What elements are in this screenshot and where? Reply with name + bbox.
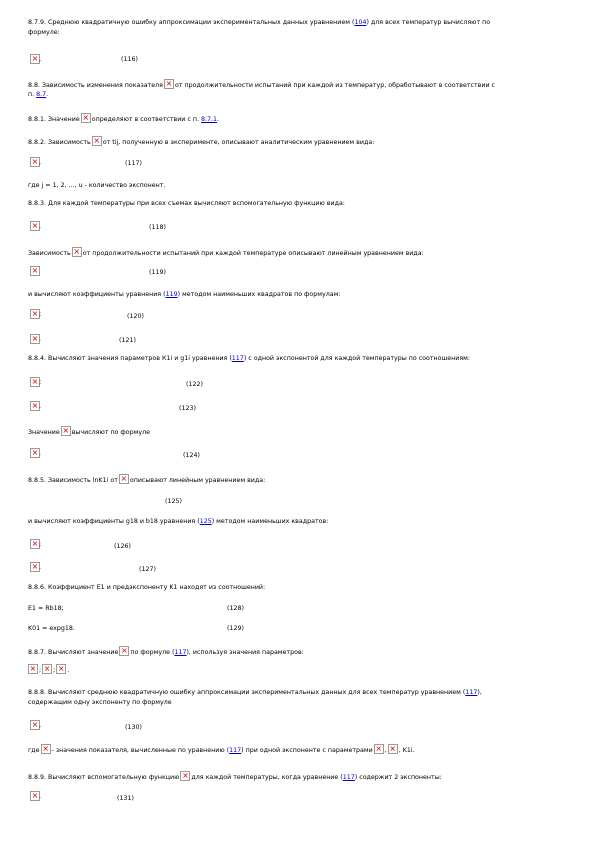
- para-8-7-9-cont: формуле:: [28, 29, 60, 36]
- equation-number: (121): [119, 337, 136, 344]
- formula-punct: .: [39, 403, 42, 410]
- para-8-8-6: 8.8.6. Коэффициент Е1 и предэкспоненту K1 находят из соотношений:: [28, 584, 266, 591]
- para-8-8-5: 8.8.5. Зависимость lnK1i от× описывают линейным уравнением вида:: [28, 474, 265, 485]
- para-8-8-7: 8.8.7. Вычисляют значение× по формуле (117), используя значения параметров:: [28, 646, 304, 657]
- formula-e1: E1 = Rb18;: [28, 605, 64, 612]
- equation-number: (127): [139, 566, 156, 573]
- broken-image-icon: [28, 664, 38, 674]
- formula-punct: ;: [39, 379, 42, 386]
- broken-image-icon: [41, 744, 51, 754]
- broken-image-icon: [61, 426, 71, 436]
- para-where-values: где× - значения показателя, вычисленные по уравнению (117) при одной экспоненте с параметрами× ,× , K1i.: [28, 744, 415, 755]
- ref-117-link[interactable]: 117: [342, 774, 355, 781]
- formula-k01: K01 = expg18.: [28, 625, 75, 632]
- broken-image-icon: [164, 79, 174, 89]
- broken-image-icon: [42, 664, 52, 674]
- ref-8-7-link[interactable]: 8.7: [36, 91, 47, 98]
- broken-image-icon: [119, 646, 129, 656]
- equation-number: (119): [149, 269, 166, 276]
- ref-8-7-1-link[interactable]: 8.7.1: [201, 116, 218, 123]
- broken-image-icon: [119, 474, 129, 484]
- equation-number: (116): [121, 56, 138, 63]
- equation-number: (123): [179, 405, 196, 412]
- para-8-7-9: 8.7.9. Среднюю квадратичную ошибку аппроксимации экспериментальных данных уравнением (104) для всех температур вычисляют по: [28, 19, 491, 26]
- broken-image-icon: [56, 664, 66, 674]
- equation-number: (120): [127, 313, 144, 320]
- ref-117-link[interactable]: 117: [231, 355, 244, 362]
- broken-image-icon: [30, 266, 40, 276]
- broken-image-icon: [388, 744, 398, 754]
- formula-punct: ,: [39, 56, 42, 63]
- para-8-8-1: 8.8.1. Значение× определяют в соответствии с п. 8.7.1.: [28, 113, 219, 124]
- broken-image-icon: [374, 744, 384, 754]
- para-where-j: где j = 1, 2, ..., u - количество экспонент.: [28, 182, 166, 189]
- formula-punct: .: [39, 336, 42, 343]
- formula-punct: .: [39, 564, 42, 571]
- equation-number: (126): [114, 543, 131, 550]
- equation-number: (128): [227, 605, 244, 612]
- formula-punct: ,: [39, 159, 42, 166]
- formula-punct: ,: [39, 722, 42, 729]
- ref-104-link[interactable]: 104: [354, 19, 367, 26]
- ref-125-link[interactable]: 125: [199, 518, 212, 525]
- equation-number: (131): [117, 795, 134, 802]
- equation-number: (130): [125, 724, 142, 731]
- para-8-8-9: 8.8.9. Вычисляют вспомогательную функцию× для каждой температуры, когда уравнение (117) содержит 2 экспоненты:: [28, 771, 442, 782]
- equation-number: (118): [149, 224, 166, 231]
- equation-number: (124): [183, 452, 200, 459]
- equation-number: (125): [165, 498, 182, 505]
- equation-number: (129): [227, 625, 244, 632]
- para-8-8-8-cont: содержащим одну экспоненту по формуле: [28, 699, 172, 706]
- ref-119-link[interactable]: 119: [165, 291, 178, 298]
- para-8-8-8: 8.8.8. Вычисляют среднюю квадратичную ошибку аппроксимации экспериментальных данных для всех температур уравнением (117),: [28, 689, 482, 696]
- para-dependence: Зависимость× от продолжительности испытаний при каждой температуре описывают линейным уравнением вида:: [28, 247, 424, 258]
- broken-image-icon: [72, 247, 82, 257]
- formula-punct: .: [39, 450, 42, 457]
- ref-117-link[interactable]: 117: [465, 689, 478, 696]
- broken-image-icon: [81, 113, 91, 123]
- ref-117-link[interactable]: 117: [229, 747, 242, 754]
- parameter-images: ×;× ;× .: [28, 664, 69, 675]
- para-value: Значение× вычисляют по формуле: [28, 426, 150, 437]
- para-8-8: 8.8. Зависимость изменения показателя× от продолжительности испытаний при каждой из температур, обработывают в соответствии с: [28, 79, 495, 90]
- formula-punct: .: [39, 793, 42, 800]
- equation-number: (122): [186, 381, 203, 388]
- formula-punct: ;: [39, 311, 42, 318]
- para-8-8-2: 8.8.2. Зависимость× от tij, полученную в эксперименте, описывают аналитическим уравнением вида:: [28, 136, 374, 147]
- para-8-8-4: 8.8.4. Вычисляют значения параметров К1i и g1i уравнения (117) с одной экспонентой для каждой температуры по соотношениям:: [28, 355, 471, 362]
- para-8-8-3: 8.8.3. Для каждой температуры при всех съемах вычисляют вспомогательную функцию вида:: [28, 200, 345, 207]
- broken-image-icon: [92, 136, 102, 146]
- broken-image-icon: [180, 771, 190, 781]
- equation-number: (117): [125, 160, 142, 167]
- para-coefficients: и вычисляют коэффициенты уравнения (119) методом наименьших квадратов по формулам:: [28, 291, 341, 298]
- formula-punct: .: [39, 223, 42, 230]
- para-8-8-cont: п. 8.7.: [28, 91, 49, 98]
- para-coefficients-g18: и вычисляют коэффициенты g18 и b18 уравнения (125) методом наименьших квадратов:: [28, 518, 329, 525]
- formula-punct: ;: [39, 541, 42, 548]
- ref-117-link[interactable]: 117: [174, 649, 187, 656]
